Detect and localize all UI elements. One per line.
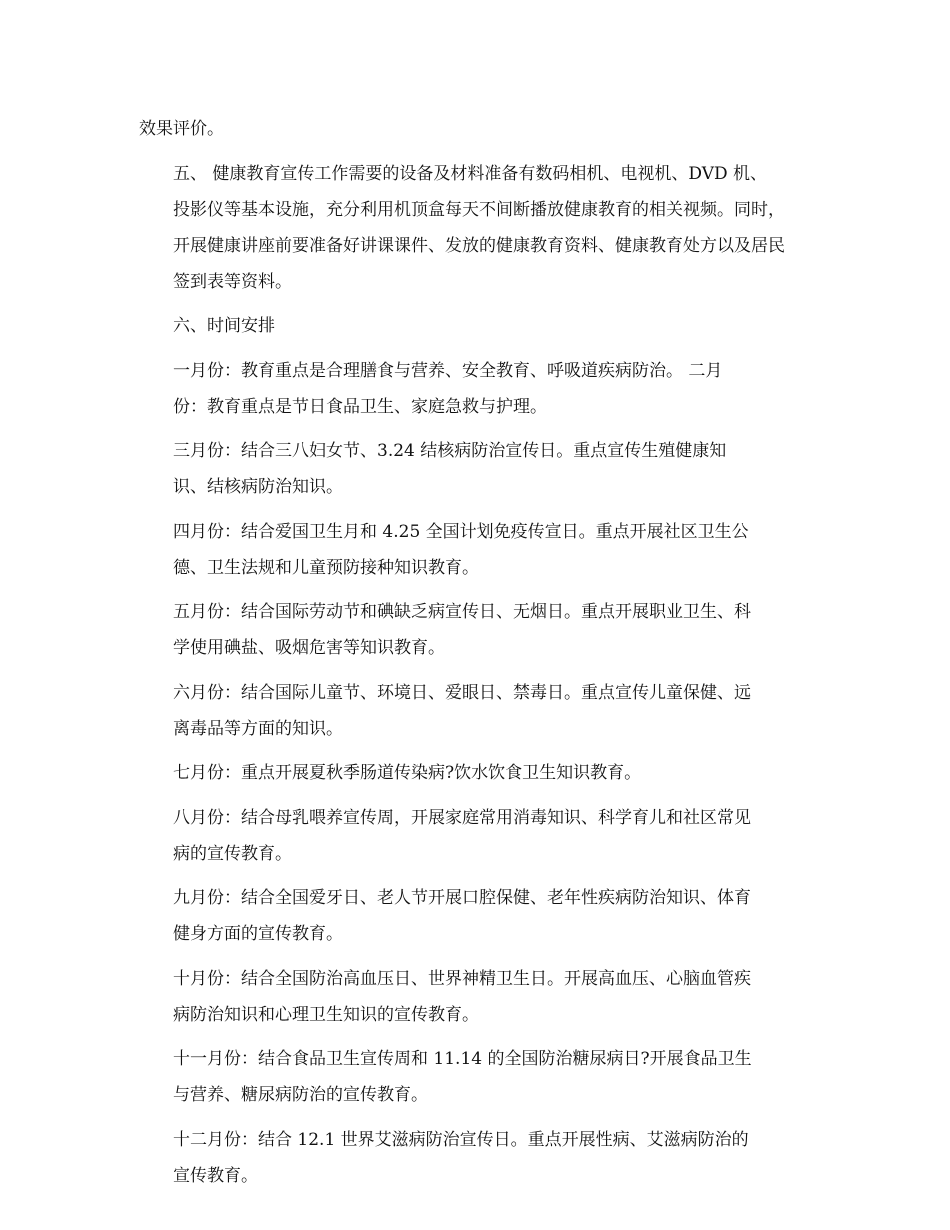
text-line: 效果评价。 xyxy=(139,119,224,139)
text-line: 开展健康讲座前要准备好讲课课件、发放的健康教育资料、健康教育处方以及居民 xyxy=(173,235,785,256)
text-line: 十一月份：结合食品卫生宣传周和 11.14 的全国防治糖尿病日?开展食品卫生 xyxy=(173,1049,752,1069)
text-line: 健身方面的宣传教育。 xyxy=(173,924,343,944)
paragraph-march xyxy=(139,433,819,505)
text-line: 十月份：结合全国防治高血压日、世界神精卫生日。开展高血压、心脑血管疾 xyxy=(173,968,751,989)
paragraph-october xyxy=(139,961,819,1033)
section-heading-schedule xyxy=(139,308,819,344)
text-line: 三月份：结合三八妇女节、3.24 结核病防治宣传日。重点宣传生殖健康知 xyxy=(173,441,727,461)
text-line: 离毒品等方面的知识。 xyxy=(173,718,343,739)
paragraph-may xyxy=(139,594,819,666)
text-line: 病防治知识和心理卫生知识的宣传教育。 xyxy=(173,1004,479,1025)
text-line: 病的宣传教育。 xyxy=(173,843,292,864)
document-body xyxy=(139,111,819,1202)
paragraph-april xyxy=(139,514,819,586)
text-line: 宣传教育。 xyxy=(173,1165,258,1186)
text-line: 四月份：结合爱国卫生月和 4.25 全国计划免疫传宣日。重点开展社区卫生公 xyxy=(173,521,749,542)
paragraph-july xyxy=(139,755,819,791)
paragraph-november xyxy=(139,1041,819,1113)
text-line: 与营养、糖尿病防治的宣传教育。 xyxy=(173,1085,428,1105)
text-line: 五月份：结合国际劳动节和碘缺乏病宣传日、无烟日。重点开展职业卫生、科 xyxy=(173,602,751,622)
text-line: 份：教育重点是节日食品卫生、家庭急救与护理。 xyxy=(173,396,547,417)
paragraph-december xyxy=(139,1122,819,1194)
paragraph-june xyxy=(139,675,819,747)
paragraph-august xyxy=(139,800,819,872)
text-line: 德、卫生法规和儿童预防接种知识教育。 xyxy=(173,557,479,578)
text-line: 识、结核病防治知识。 xyxy=(173,477,343,497)
text-line: 六月份：结合国际儿童节、环境日、爱眼日、禁毒日。重点宣传儿童保健、远 xyxy=(173,682,751,703)
text-line: 七月份：重点开展夏秋季肠道传染病?饮水饮食卫生知识教育。 xyxy=(173,763,642,783)
text-line: 投影仪等基本设施，充分利用机顶盒每天不间断播放健康教育的相关视频。同时， xyxy=(173,199,785,220)
text-line: 八月份：结合母乳喂养宣传周，开展家庭常用消毒知识、科学育儿和社区常见 xyxy=(173,807,751,828)
text-line: 九月份：结合全国爱牙日、老人节开展口腔保健、老年性疾病防治知识、体育 xyxy=(173,888,751,908)
text-line: 五、 健康教育宣传工作需要的设备及材料准备有数码相机、电视机、DVD 机、 xyxy=(173,163,768,184)
text-line: 一月份：教育重点是合理膳食与营养、安全教育、呼吸道疾病防治。 二月 xyxy=(173,360,723,381)
text-line: 学使用碘盐、吸烟危害等知识教育。 xyxy=(173,638,445,658)
text-line: 六、时间安排 xyxy=(173,316,275,336)
text-line: 签到表等资料。 xyxy=(173,271,292,292)
paragraph-january xyxy=(139,353,819,425)
paragraph-equipment xyxy=(139,156,819,300)
text-line: 十二月份：结合 12.1 世界艾滋病防治宣传日。重点开展性病、艾滋病防治的 xyxy=(173,1129,749,1150)
paragraph-september xyxy=(139,880,819,952)
paragraph-evaluation-tail xyxy=(139,111,819,147)
